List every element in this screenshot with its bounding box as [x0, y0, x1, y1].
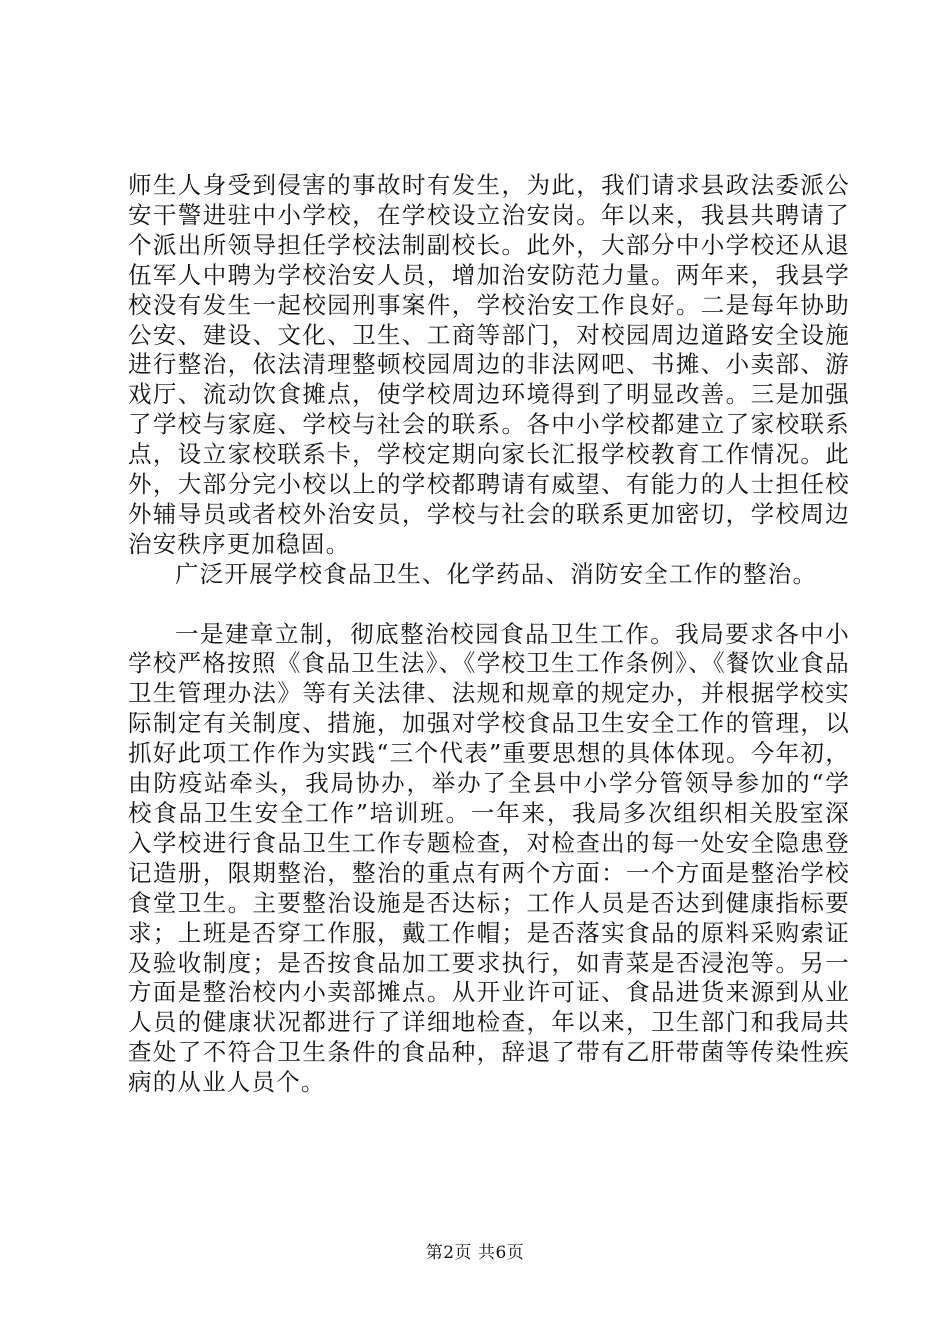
paragraph-campus-security: 师生人身受到侵害的事故时有发生，为此，我们请求县政法委派公安干警进驻中小学校，在学校设立治安岗。年以来，我县共聘请了个派出所领导担任学校法制副校长。此外，大部分中小学校还从退伍军人中聘为学校治安人员，增加治安防范力量。两年来，我县学校没有发生一起校园刑事案件，学校治安工作良好。二是每年协助公安、建设、文化、卫生、工商等部门，对校园周边道路安全设施进行整治，依法清理整顿校园周边的非法网吧、书摊、小卖部、游戏厅、流动饮食摊点，使学校周边环境得到了明显改善。三是加强了学校与家庭、学校与社会的联系。各中小学校都建立了家校联系点，设立家校联系卡，学校定期向家长汇报学校教育工作情况。此外，大部分完小校以上的学校都聘请有威望、有能力的人士担任校外辅导员或者校外治安员，学校与社会的联系更加密切，学校周边治安秩序更加稳固。 — [128, 171, 850, 558]
page-number-footer: 第2页 共6页 — [425, 1243, 525, 1263]
paragraph-food-hygiene: 一是建章立制，彻底整治校园食品卫生工作。我局要求各中小学校严格按照《食品卫生法》、《学校卫生工作条例》、《餐饮业食品卫生管理办法》等有关法律、法规和规章的规定办，并根据学校实际制定有关制度、措施，加强对学校食品卫生安全工作的管理，以抓好此项工作作为实践“三个代表”重要思想的具体体现。今年初，由防疫站牵头，我局协办，举办了全县中小学分管领导参加的“学校食品卫生安全工作”培训班。一年来，我局多次组织相关股室深入学校进行食品卫生工作专题检查，对检查出的每一处安全隐患登记造册，限期整治，整治的重点有两个方面：一个方面是整治学校食堂卫生。主要整治设施是否达标；工作人员是否达到健康指标要求；上班是否穿工作服，戴工作帽；是否落实食品的原料采购索证及验收制度；是否按食品加工要求执行，如青菜是否浸泡等。另一方面是整治校内小卖部摊点。从开业许可证、食品进货来源到从业人员的健康状况都进行了详细地检查，年以来，卫生部门和我局共查处了不符合卫生条件的食品种，辞退了带有乙肝带菌等传染性疾病的从业人员个。 — [128, 619, 850, 1097]
paragraph-spacer — [128, 590, 850, 620]
section-heading-food-safety: 广泛开展学校食品卫生、化学药品、消防安全工作的整治。 — [175, 559, 818, 588]
document-body — [128, 171, 850, 1098]
